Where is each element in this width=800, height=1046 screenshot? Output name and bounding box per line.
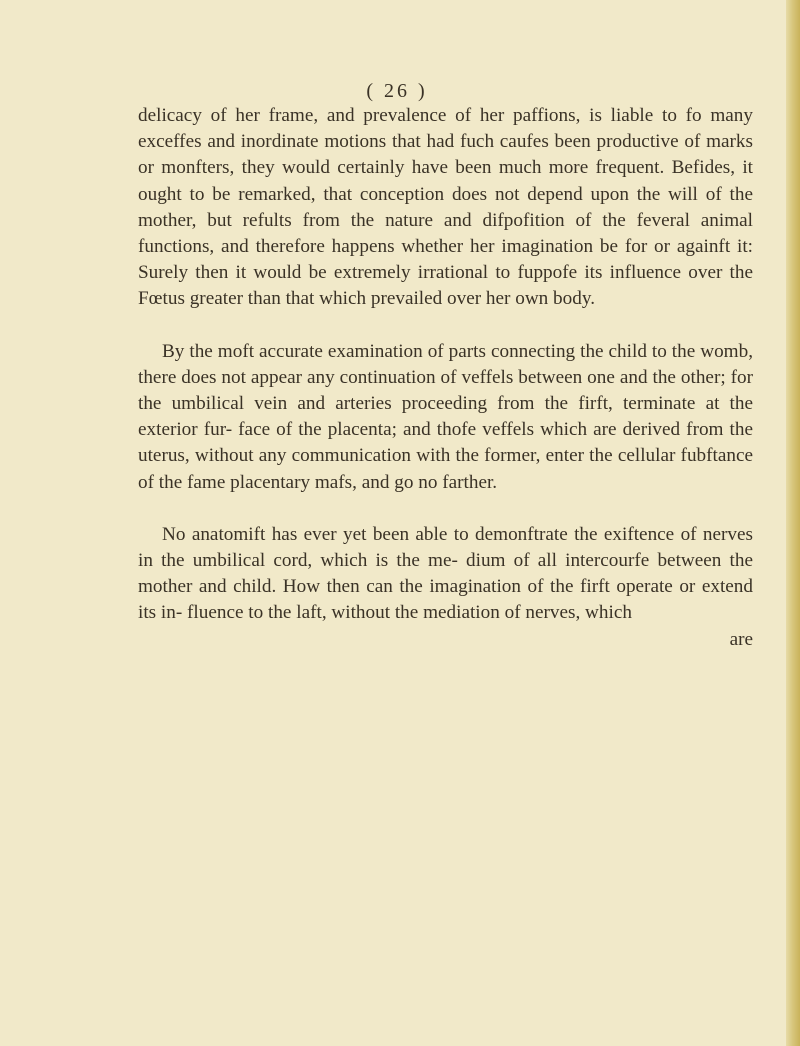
body-text [138,103,753,653]
catchword: are [729,629,753,650]
page-number: ( 26 ) [366,80,428,102]
page-edge [786,0,800,1046]
paragraph-3: No anatomift has ever yet been able to demonftrate the exiftence of nerves in the umbilical cord, which is the me- dium of all intercourfe between the mother and child. How then can the imagination of the firft operate or extend its in- fluence to the laft, without the mediation of nerves, which [138,523,753,624]
paragraph-2: By the moft accurate examination of parts connecting the child to the womb, there does not appear any continuation of veffels between one and the other; for the umbilical vein and arteries proceeding from the firft, terminate at the exterior fur- face of the placenta; and thofe veffels which are derived from the uterus, without any communication with the former, enter the cellular fubftance of the fame placentary mafs, and go no farther. [138,340,753,493]
paragraph-1: delicacy of her frame, and prevalence of her paffions, is liable to fo many exceffes and inordinate motions that had fuch caufes been productive of marks or monfters, they would certainly have been much more frequent. Befides, it ought to be remarked, that conception does not depend upon the will of the mother, but refults from the nature and difpofition of the feveral animal functions, and therefore happens whether her imagination be for or againft it: Surely then it would be extremely irrational to fuppofe its influence over the Fœtus greater than that which prevailed over her own body. [138,105,753,310]
